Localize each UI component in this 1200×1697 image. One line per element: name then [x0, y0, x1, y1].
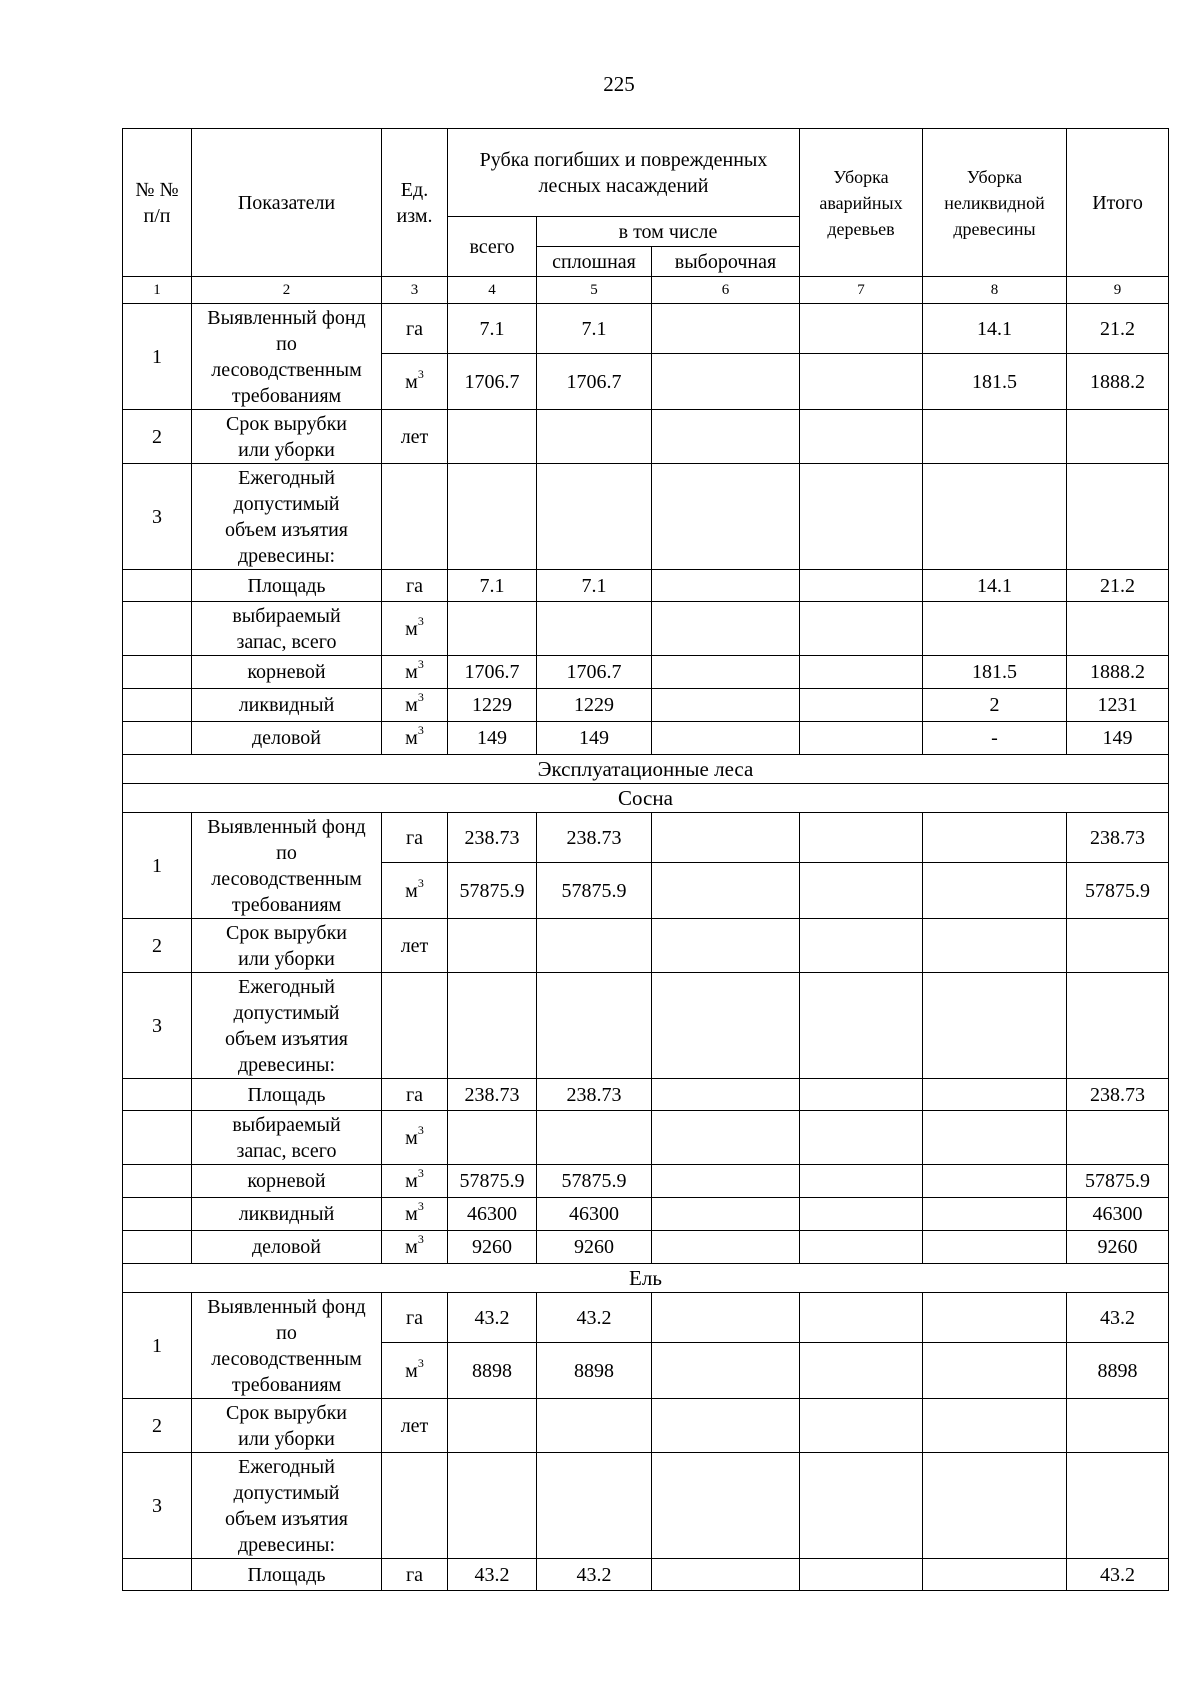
value-cell — [1067, 410, 1169, 464]
value-cell: 57875.9 — [537, 863, 652, 919]
value-cell — [923, 973, 1067, 1079]
unit-cell — [382, 722, 448, 755]
column-number: 4 — [448, 277, 537, 304]
header-illiquid: Уборка неликвидной древесины — [923, 129, 1067, 277]
value-cell — [537, 919, 652, 973]
value-cell — [448, 410, 537, 464]
indicator-line: Ежегодный — [238, 975, 335, 998]
value-cell — [537, 973, 652, 1079]
unit-cell: га — [382, 570, 448, 602]
value-cell: 238.73 — [537, 1079, 652, 1111]
value-cell — [923, 813, 1067, 863]
value-cell — [1067, 602, 1169, 656]
indicator-business: деловой — [192, 722, 382, 755]
unit-superscript: 3 — [417, 723, 424, 738]
column-number: 7 — [800, 277, 923, 304]
value-cell: 1706.7 — [537, 354, 652, 410]
row-number: 3 — [123, 973, 192, 1079]
header-emergency: Уборка аварийных деревьев — [800, 129, 923, 277]
value-cell — [923, 464, 1067, 570]
row-number — [123, 602, 192, 656]
unit-cell: лет — [382, 919, 448, 973]
indicator-line: Выявленный фонд — [207, 815, 366, 838]
row-number: 2 — [123, 919, 192, 973]
row-number — [123, 656, 192, 689]
value-cell — [537, 602, 652, 656]
indicator-line: допустимый — [233, 1481, 340, 1504]
row-number — [123, 570, 192, 602]
row-number: 1 — [123, 304, 192, 410]
value-cell: - — [923, 722, 1067, 755]
value-cell — [652, 570, 800, 602]
value-cell — [652, 1198, 800, 1231]
unit-text: м — [405, 1126, 418, 1149]
value-cell — [800, 304, 923, 354]
indicator-area: Площадь — [192, 1079, 382, 1111]
value-cell — [652, 1079, 800, 1111]
indicator-line: по — [276, 1321, 297, 1344]
value-cell — [652, 1111, 800, 1165]
value-cell: 9260 — [1067, 1231, 1169, 1264]
value-cell — [800, 863, 923, 919]
indicator-root: корневой — [192, 1165, 382, 1198]
header-total: Итого — [1067, 129, 1169, 277]
value-cell — [652, 410, 800, 464]
indicator-line: или уборки — [238, 438, 335, 461]
header-total-all: всего — [448, 217, 537, 277]
column-number: 1 — [123, 277, 192, 304]
value-cell: 43.2 — [537, 1559, 652, 1591]
unit-cell — [382, 1343, 448, 1399]
value-cell — [652, 354, 800, 410]
indicator-line: Ежегодный — [238, 466, 335, 489]
value-cell: 1706.7 — [448, 354, 537, 410]
indicator-line: Выявленный фонд — [207, 306, 366, 329]
value-cell: 43.2 — [1067, 1559, 1169, 1591]
unit-cell: га — [382, 1079, 448, 1111]
unit-superscript: 3 — [417, 1199, 424, 1214]
value-cell: 1888.2 — [1067, 656, 1169, 689]
value-cell — [923, 602, 1067, 656]
value-cell — [923, 1293, 1067, 1343]
unit-superscript: 3 — [417, 1166, 424, 1181]
unit-cell — [382, 1453, 448, 1559]
value-cell — [448, 602, 537, 656]
row-number: 1 — [123, 1293, 192, 1399]
value-cell: 43.2 — [448, 1559, 537, 1591]
species-heading: Ель — [123, 1264, 1169, 1293]
indicator-line: Выявленный фонд — [207, 1295, 366, 1318]
indicator-line: выбираемый — [232, 1113, 341, 1136]
value-cell — [1067, 1399, 1169, 1453]
indicator-area: Площадь — [192, 570, 382, 602]
unit-cell — [382, 863, 448, 919]
value-cell: 181.5 — [923, 354, 1067, 410]
value-cell: 21.2 — [1067, 304, 1169, 354]
value-cell — [800, 919, 923, 973]
indicator-liquid: ликвидный — [192, 1198, 382, 1231]
indicator-line: запас, всего — [236, 630, 337, 653]
value-cell — [1067, 973, 1169, 1079]
value-cell — [652, 1343, 800, 1399]
value-cell — [800, 1453, 923, 1559]
value-cell — [652, 689, 800, 722]
value-cell — [800, 722, 923, 755]
column-number: 3 — [382, 277, 448, 304]
value-cell — [537, 410, 652, 464]
value-cell: 1888.2 — [1067, 354, 1169, 410]
indicator-fund — [192, 813, 382, 919]
value-cell — [652, 973, 800, 1079]
value-cell — [800, 1399, 923, 1453]
value-cell: 238.73 — [448, 1079, 537, 1111]
row-number — [123, 1111, 192, 1165]
unit-superscript: 3 — [417, 657, 424, 672]
indicator-line: требованиям — [231, 1373, 342, 1396]
value-cell — [448, 1399, 537, 1453]
value-cell — [923, 863, 1067, 919]
value-cell — [652, 1231, 800, 1264]
unit-text: м — [405, 1170, 418, 1192]
value-cell: 46300 — [448, 1198, 537, 1231]
header-unit: Ед. изм. — [382, 129, 448, 277]
unit-cell: лет — [382, 410, 448, 464]
value-cell: 57875.9 — [1067, 1165, 1169, 1198]
row-number: 3 — [123, 1453, 192, 1559]
value-cell — [923, 1198, 1067, 1231]
indicator-line: лесоводственным — [211, 867, 362, 890]
value-cell: 57875.9 — [448, 1165, 537, 1198]
value-cell — [448, 973, 537, 1079]
indicator-line: древесины: — [237, 544, 336, 567]
indicator-root: корневой — [192, 656, 382, 689]
unit-cell: га — [382, 1559, 448, 1591]
unit-cell — [382, 1231, 448, 1264]
unit-cell — [382, 602, 448, 656]
header-clear: сплошная — [537, 247, 652, 277]
value-cell — [1067, 1111, 1169, 1165]
indicator-annual — [192, 973, 382, 1079]
unit-text: м — [405, 617, 418, 640]
indicator-term — [192, 919, 382, 973]
value-cell: 46300 — [1067, 1198, 1169, 1231]
value-cell: 2 — [923, 689, 1067, 722]
value-cell: 21.2 — [1067, 570, 1169, 602]
value-cell — [652, 1559, 800, 1591]
unit-cell — [382, 354, 448, 410]
unit-cell — [382, 689, 448, 722]
value-cell: 238.73 — [1067, 1079, 1169, 1111]
value-cell — [652, 1165, 800, 1198]
unit-superscript: 3 — [417, 690, 424, 705]
value-cell: 8898 — [1067, 1343, 1169, 1399]
value-cell: 43.2 — [448, 1293, 537, 1343]
header-indicators: Показатели — [192, 129, 382, 277]
page-number: 225 — [603, 72, 635, 96]
indicator-line: лесоводственным — [211, 358, 362, 381]
value-cell: 57875.9 — [1067, 863, 1169, 919]
value-cell: 1231 — [1067, 689, 1169, 722]
value-cell — [923, 1165, 1067, 1198]
column-number: 8 — [923, 277, 1067, 304]
value-cell — [537, 1111, 652, 1165]
value-cell: 46300 — [537, 1198, 652, 1231]
value-cell — [652, 722, 800, 755]
value-cell — [923, 1231, 1067, 1264]
unit-superscript: 3 — [417, 366, 424, 381]
header-felling: Рубка погибших и поврежденных лесных насаждений — [448, 129, 800, 217]
value-cell — [448, 1453, 537, 1559]
unit-superscript: 3 — [417, 613, 424, 628]
indicator-line: или уборки — [238, 947, 335, 970]
value-cell: 7.1 — [448, 304, 537, 354]
header-selective: выборочная — [652, 247, 800, 277]
value-cell — [652, 464, 800, 570]
species-heading: Сосна — [123, 784, 1169, 813]
indicator-line: лесоводственным — [211, 1347, 362, 1370]
value-cell — [652, 1453, 800, 1559]
value-cell: 238.73 — [448, 813, 537, 863]
value-cell — [923, 1343, 1067, 1399]
indicator-line: требованиям — [231, 893, 342, 916]
indicator-line: Срок вырубки — [225, 921, 347, 944]
value-cell: 7.1 — [448, 570, 537, 602]
unit-text: м — [405, 727, 418, 749]
value-cell — [800, 410, 923, 464]
unit-cell — [382, 1198, 448, 1231]
value-cell — [800, 1079, 923, 1111]
forest-felling-table — [122, 128, 1169, 1591]
unit-cell: лет — [382, 1399, 448, 1453]
indicator-business: деловой — [192, 1231, 382, 1264]
value-cell: 43.2 — [537, 1293, 652, 1343]
value-cell: 8898 — [448, 1343, 537, 1399]
indicator-term — [192, 1399, 382, 1453]
indicator-fund — [192, 304, 382, 410]
indicator-line: объем изъятия — [225, 1027, 348, 1050]
value-cell — [448, 464, 537, 570]
indicator-stock — [192, 1111, 382, 1165]
row-number: 2 — [123, 1399, 192, 1453]
indicator-line: Срок вырубки — [225, 1401, 347, 1424]
indicator-annual — [192, 464, 382, 570]
value-cell — [652, 863, 800, 919]
column-number: 5 — [537, 277, 652, 304]
value-cell — [923, 1111, 1067, 1165]
indicator-line: по — [276, 841, 297, 864]
value-cell: 1706.7 — [448, 656, 537, 689]
row-number — [123, 1559, 192, 1591]
value-cell — [800, 1559, 923, 1591]
value-cell — [652, 1293, 800, 1343]
value-cell — [923, 410, 1067, 464]
indicator-line: объем изъятия — [225, 518, 348, 541]
unit-cell — [382, 656, 448, 689]
value-cell: 43.2 — [1067, 1293, 1169, 1343]
row-number — [123, 1165, 192, 1198]
value-cell: 9260 — [448, 1231, 537, 1264]
value-cell — [537, 1399, 652, 1453]
unit-cell — [382, 1165, 448, 1198]
unit-text: м — [405, 661, 418, 683]
unit-superscript: 3 — [417, 875, 424, 890]
value-cell — [800, 1343, 923, 1399]
unit-cell — [382, 1111, 448, 1165]
value-cell — [537, 464, 652, 570]
indicator-annual — [192, 1453, 382, 1559]
value-cell — [448, 919, 537, 973]
row-number — [123, 1198, 192, 1231]
value-cell — [800, 464, 923, 570]
unit-cell — [382, 464, 448, 570]
value-cell: 149 — [537, 722, 652, 755]
row-number — [123, 722, 192, 755]
value-cell — [448, 1111, 537, 1165]
value-cell — [800, 570, 923, 602]
value-cell: 149 — [1067, 722, 1169, 755]
value-cell — [800, 1231, 923, 1264]
value-cell: 8898 — [537, 1343, 652, 1399]
value-cell: 149 — [448, 722, 537, 755]
indicator-line: запас, всего — [236, 1139, 337, 1162]
unit-text: м — [405, 1203, 418, 1225]
value-cell — [923, 1079, 1067, 1111]
value-cell — [1067, 919, 1169, 973]
unit-text: м — [405, 1359, 418, 1382]
indicator-line: выбираемый — [232, 604, 341, 627]
value-cell — [537, 1453, 652, 1559]
value-cell: 57875.9 — [537, 1165, 652, 1198]
column-number: 6 — [652, 277, 800, 304]
row-number: 2 — [123, 410, 192, 464]
unit-cell: га — [382, 1293, 448, 1343]
value-cell — [1067, 1453, 1169, 1559]
value-cell — [800, 1165, 923, 1198]
value-cell — [800, 1198, 923, 1231]
value-cell: 181.5 — [923, 656, 1067, 689]
value-cell — [800, 602, 923, 656]
row-number — [123, 1231, 192, 1264]
indicator-line: древесины: — [237, 1053, 336, 1076]
value-cell — [923, 919, 1067, 973]
row-number: 1 — [123, 813, 192, 919]
value-cell: 14.1 — [923, 304, 1067, 354]
indicator-line: допустимый — [233, 492, 340, 515]
unit-cell — [382, 973, 448, 1079]
value-cell — [923, 1559, 1067, 1591]
indicator-line: объем изъятия — [225, 1507, 348, 1530]
indicator-area: Площадь — [192, 1559, 382, 1591]
value-cell — [652, 304, 800, 354]
value-cell — [800, 354, 923, 410]
column-number: 9 — [1067, 277, 1169, 304]
unit-text: м — [405, 1236, 418, 1258]
row-number — [123, 689, 192, 722]
value-cell: 1706.7 — [537, 656, 652, 689]
unit-superscript: 3 — [417, 1122, 424, 1137]
unit-superscript: 3 — [417, 1232, 424, 1247]
value-cell — [1067, 464, 1169, 570]
value-cell: 9260 — [537, 1231, 652, 1264]
value-cell — [800, 813, 923, 863]
value-cell — [923, 1453, 1067, 1559]
value-cell — [923, 1399, 1067, 1453]
unit-text: м — [405, 694, 418, 716]
indicator-line: древесины: — [237, 1533, 336, 1556]
value-cell — [652, 602, 800, 656]
unit-text: м — [405, 370, 418, 393]
indicator-line: Ежегодный — [238, 1455, 335, 1478]
value-cell — [800, 656, 923, 689]
unit-superscript: 3 — [417, 1355, 424, 1370]
value-cell — [652, 813, 800, 863]
unit-cell: га — [382, 304, 448, 354]
value-cell — [800, 973, 923, 1079]
value-cell: 1229 — [537, 689, 652, 722]
unit-text: м — [405, 879, 418, 902]
indicator-line: Срок вырубки — [225, 412, 347, 435]
indicator-stock — [192, 602, 382, 656]
indicator-fund — [192, 1293, 382, 1399]
indicator-line: требованиям — [231, 384, 342, 407]
value-cell: 238.73 — [1067, 813, 1169, 863]
value-cell — [652, 656, 800, 689]
indicator-line: или уборки — [238, 1427, 335, 1450]
indicator-line: по — [276, 332, 297, 355]
value-cell — [800, 1293, 923, 1343]
indicator-term — [192, 410, 382, 464]
value-cell — [800, 689, 923, 722]
row-number — [123, 1079, 192, 1111]
header-including: в том числе — [537, 217, 800, 247]
column-number: 2 — [192, 277, 382, 304]
row-number: 3 — [123, 464, 192, 570]
value-cell — [652, 919, 800, 973]
value-cell: 14.1 — [923, 570, 1067, 602]
value-cell: 238.73 — [537, 813, 652, 863]
header-num: № № п/п — [123, 129, 192, 277]
value-cell: 1229 — [448, 689, 537, 722]
value-cell: 57875.9 — [448, 863, 537, 919]
value-cell — [800, 1111, 923, 1165]
forest-category-heading: Эксплуатационные леса — [123, 755, 1169, 784]
unit-cell: га — [382, 813, 448, 863]
indicator-line: допустимый — [233, 1001, 340, 1024]
value-cell: 7.1 — [537, 570, 652, 602]
value-cell — [652, 1399, 800, 1453]
value-cell: 7.1 — [537, 304, 652, 354]
indicator-liquid: ликвидный — [192, 689, 382, 722]
